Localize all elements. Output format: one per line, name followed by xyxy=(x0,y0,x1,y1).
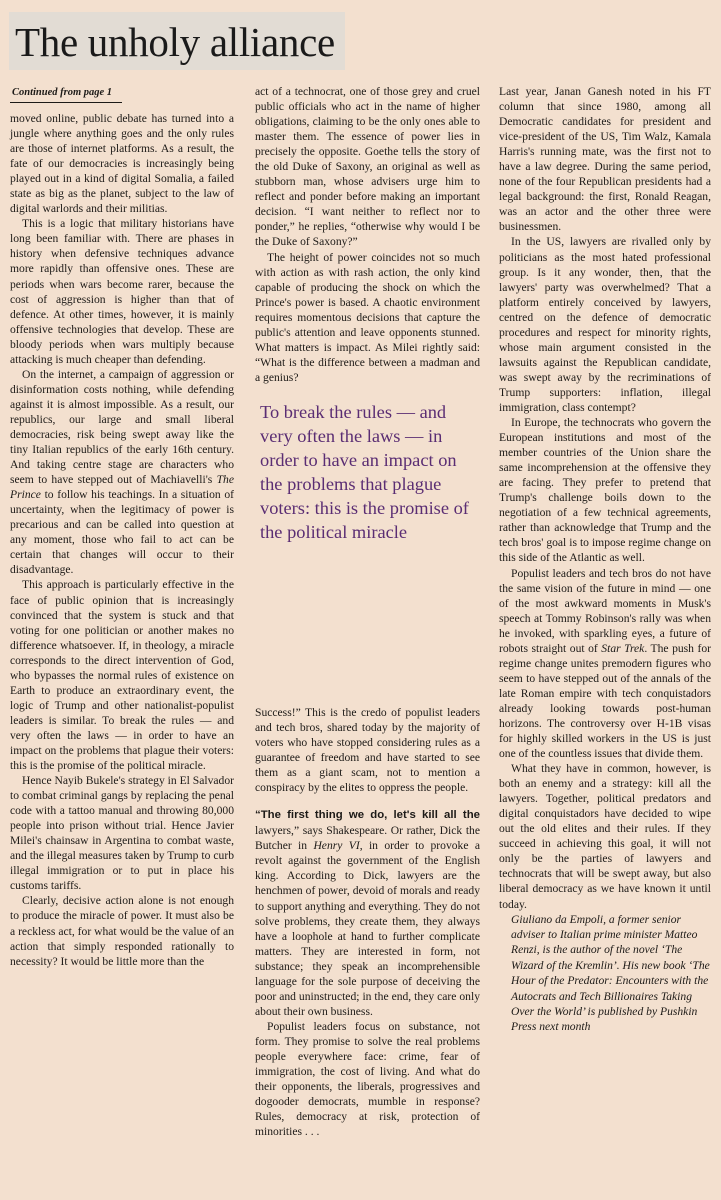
paragraph: In Europe, the technocrats who govern the European institutions and most of the member countries of the Union share the same incomprehension at the offensive they are facing. They prefer to pretend that Trump's challenge boils down to the negotiation of a few technical agreements, rather than acknowledge that Trump and the tech bros' goal is to impose regime change on this side of the Atlantic as well. xyxy=(499,416,711,565)
book-title: The Prince xyxy=(10,473,234,502)
paragraph: Clearly, decisive action alone is not enough to produce the miracle of power. It must also be a reckless act, for what would be the value of an action that simply responded rationally to necessity? It would be little more than the xyxy=(10,894,234,968)
show-title: Star Trek xyxy=(601,641,645,655)
section-lead-paragraph xyxy=(255,807,480,1019)
paragraph: Success!” This is the credo of populist leaders and tech bros, shared today by the majority of voters who have stopped considering rules as a guarantee of freedom and have started to see them as a giant scam, not to mention a conspiracy by the elites to oppress the people. xyxy=(255,705,480,795)
paragraph-text: to follow his teachings. In a situation of uncertainty, when the legitimacy of power is precarious and can be called into question at any moment, those who fail to act can be certain that changes will occur to their disadvantage. xyxy=(10,488,234,577)
article-column-3 xyxy=(499,84,711,1035)
continued-from-kicker: Continued from page 1 xyxy=(10,86,122,103)
paragraph-text: . The push for regime change unites premodern figures who seem to have stepped out of the annals of the late Roman empire with tech conquistadors already looking towards post-human horizons. The controversy over H-1B visas for highly skilled workers in the US is just one of the countless issues that divide them. xyxy=(499,641,711,761)
author-bio: Giuliano da Empoli, a former senior adviser to Italian prime minister Matteo Renzi, is the author of the novel ‘The Wizard of the Kremlin’. His new book ‘The Hour of the Predator: Encounters with the Autocrats and Tech Billionaires Taking Over the World’ is published by Pushkin Press next month xyxy=(511,912,710,1034)
paragraph-text: Populist leaders and tech bros do not have the same vision of the future in mind — one of the most awkward moments in Musk's speech at Tommy Robinson's rally was when he invoked, with sparkling eyes, a future of robots straight out of xyxy=(499,566,711,655)
article-column-2 xyxy=(255,84,480,1139)
play-title: Henry VI xyxy=(313,839,360,853)
paragraph: Populist leaders focus on substance, not form. They promise to solve the real problems people everywhere face: crime, fear of immigration, the cost of living. And what do their opponents, the liberals, progressives and dogooder democrats, mumble in response? Rules, democracy at risk, protection of minorities . . . xyxy=(255,1019,480,1139)
paragraph: In the US, lawyers are rivalled only by politicians as the most hated professional group. Is it any wonder, then, that the lawyers' party was overwhelmed? That a platform entirely conceived by lawyers, centred on the defence of democratic procedures and respect for minority rights, whose main argument consisted in the lawsuits against the Republican candidate, was swept away by the recriminations of Trump supporters: inflation, illegal immigration, class contempt? xyxy=(499,235,711,414)
paragraph-text: On the internet, a campaign of aggression or disinformation costs nothing, while defending against it is almost impossible. As a result, our republics, our large and small liberal democracies, risk being swept away like the tiny Italian republics of the early 16th century. And taking centre stage are characters who seem to have stepped out of Machiavelli's xyxy=(10,367,234,487)
section-lead: “The first thing we do, let's kill all the xyxy=(255,809,480,822)
headline: The unholy alliance xyxy=(9,12,345,70)
paragraph: moved online, public debate has turned into a jungle where anything goes and the only rules are those of internet platforms. As a result, the fate of our democracies is increasingly being played out in a kind of digital Somalia, a failed state as big as the planet, subject to the law of digital warlords and their militias. xyxy=(10,112,234,216)
paragraph xyxy=(10,367,234,578)
paragraph: The height of power coincides not so much with action as with rash action, the only kind capable of producing the shock on which the Prince's power is based. A chaotic environment requires momentous decisions that capture the public's attention and leave opponents stunned. What matters is impact. As Milei rightly said: “What is the difference between a madman and a genius? xyxy=(255,250,480,384)
paragraph: act of a technocrat, one of those grey and cruel public officials who act in the name of higher obligations, claiming to be the only ones able to master them. The essence of power lies in precisely the opposite. Goethe tells the story of the old Duke of Saxony, an original as well as stubborn man, whose advisers urge him to reflect and ponder before making an important decision. “I want neither to reflect nor to ponder,” he replies, “otherwise why would I be the Duke of Saxony?” xyxy=(255,85,480,249)
paragraph: This approach is particularly effective in the face of public opinion that is increasingly convinced that the system is stuck and that voting for one politician or another makes no difference whatsoever. If, in theology, a miracle corresponds to the direct intervention of God, who bypasses the normal rules of existence on Earth to produce an extraordinary event, the logic of Trump and other nationalist-populist leaders is similar. To break the rules — and very often the laws — in order to have an impact on the problems that plague their voters: this is the promise of the political miracle. xyxy=(10,578,234,773)
article-column-1 xyxy=(10,84,234,969)
paragraph-text: , in order to provoke a revolt against the government of the English king. According to Dick, lawyers are the henchmen of power, devoid of morals and ready to support anything and everything. They do not solve problems, they create them, they always have a loophole at hand to further complicate matters. They are interested in form, not substance; they speak an incomprehensible language for the sole purpose of deceiving the poor and uninstructed; in the end, they care only about their own business. xyxy=(255,839,480,1018)
paragraph-text: lawyers,” says Shakespeare. Or rather, Dick the Butcher in xyxy=(255,824,480,853)
paragraph: This is a logic that military historians have long been familiar with. There are phases in history when defensive techniques advance more rapidly than offensive ones. These are periods when wars become rarer, because the cost of aggression is higher than that of defence. At other times, however, it is mainly offensive technologies that develop. These are bloody periods when wars multiply because attacking is much cheaper than defending. xyxy=(10,217,234,366)
paragraph: What they have in common, however, is both an enemy and a strategy: kill all the lawyers. Together, political predators and digital conquistadors have decided to wipe out the old elites and their rules. If they succeed in achieving this goal, it will not only be the parties of lawyers and technocrats that will be swept away, but also liberal democracy as we have known it until today. xyxy=(499,762,711,911)
pull-quote: To break the rules — and very often the laws — in order to have an impact on the problems that plague voters: this is the promise of the political miracle xyxy=(260,401,469,542)
paragraph: Hence Nayib Bukele's strategy in El Salvador to combat criminal gangs by replacing the penal code with a tattoo manual and throwing 80,000 people into prison without trial. Hence Javier Milei's chainsaw in Argentina to combat waste, and the illegal measures taken by Trump to curb illegal immigration or to put in place his customs tariffs. xyxy=(10,774,235,893)
paragraph xyxy=(499,566,711,762)
paragraph: Last year, Janan Ganesh noted in his FT column that since 1980, among all Democratic candidates for president and vice-president of the US, Tim Walz, Kamala Harris's running mate, was the first not to have a law degree. During the same period, none of the four Republican presidents had a legal background: the first, Ronald Reagan, was an actor and the other three were businessmen. xyxy=(499,85,711,234)
